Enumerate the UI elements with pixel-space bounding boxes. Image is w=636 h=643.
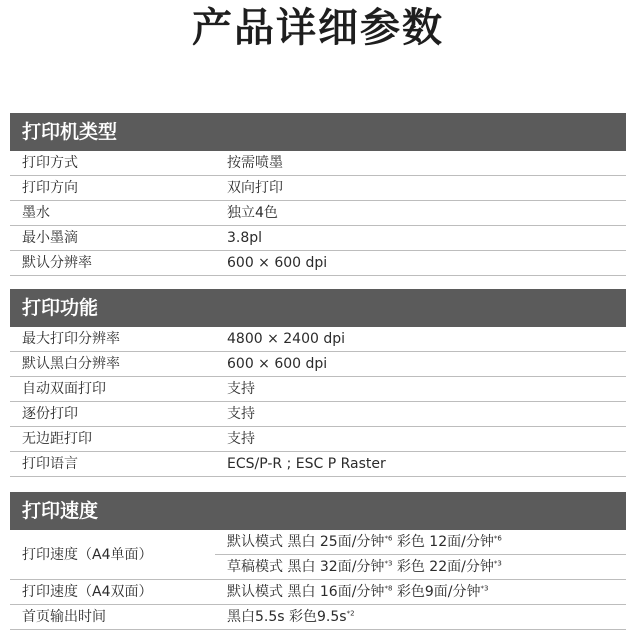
spec-row — [10, 580, 626, 605]
speed-text: 黑白5.5s 彩色9.5s — [227, 609, 347, 625]
spec-row — [10, 251, 626, 276]
spec-label: 自动双面打印 — [22, 381, 106, 397]
spec-row — [10, 427, 626, 452]
speed-line — [227, 555, 502, 579]
speed-text: 彩色 22面/分钟 — [392, 559, 494, 575]
spec-value — [227, 580, 488, 605]
spec-label: 无边距打印 — [22, 431, 92, 447]
spec-value: 支持 — [227, 431, 255, 447]
speed-line — [227, 530, 502, 554]
spec-label: 默认黑白分辨率 — [22, 356, 120, 372]
spec-value: 600 × 600 dpi — [227, 255, 328, 271]
section-header: 打印机类型 — [10, 113, 626, 151]
spec-value: 独立4色 — [227, 205, 278, 221]
speed-text: 草稿模式 黑白 32面/分钟 — [227, 559, 385, 575]
spec-value: 支持 — [227, 381, 255, 397]
spec-label: 打印速度（A4双面） — [22, 584, 153, 600]
speed-text: 彩色9面/分钟 — [392, 584, 481, 600]
spec-row — [10, 402, 626, 427]
speed-text: 默认模式 黑白 16面/分钟 — [227, 584, 385, 600]
speed-text: 默认模式 黑白 25面/分钟 — [227, 534, 385, 550]
footnote-marker: *6 — [493, 534, 502, 543]
spec-label: 默认分辨率 — [22, 255, 92, 271]
spec-row — [10, 327, 626, 352]
footnote-marker: *8 — [384, 584, 393, 593]
spec-value: 600 × 600 dpi — [227, 356, 328, 372]
spec-label: 打印方向 — [22, 180, 78, 196]
spec-value: 支持 — [227, 406, 255, 422]
spec-value: 3.8pl — [227, 230, 263, 246]
spec-row — [10, 176, 626, 201]
spec-row — [10, 530, 626, 580]
spec-label: 最大打印分辨率 — [22, 331, 120, 347]
spec-row — [10, 226, 626, 251]
section-header: 打印速度 — [10, 492, 626, 530]
spec-row — [10, 352, 626, 377]
spec-value: 按需喷墨 — [227, 155, 283, 171]
spec-label: 墨水 — [22, 205, 50, 221]
spec-row — [10, 377, 626, 402]
spec-label: 打印方式 — [22, 155, 78, 171]
spec-row — [10, 151, 626, 176]
spec-label: 首页输出时间 — [22, 609, 106, 625]
spec-value: ECS/P-R ; ESC P Raster — [227, 456, 386, 472]
section-print-features — [10, 289, 626, 477]
page-title: 产品详细参数 — [192, 5, 444, 51]
footnote-marker: *2 — [346, 609, 355, 618]
footnote-marker: *3 — [493, 559, 502, 568]
section-header: 打印功能 — [10, 289, 626, 327]
section-print-speed — [10, 492, 626, 630]
footnote-marker: *3 — [480, 584, 489, 593]
spec-row — [10, 201, 626, 226]
spec-value: 双向打印 — [227, 180, 283, 196]
spec-row — [10, 452, 626, 477]
spec-row — [10, 605, 626, 630]
speed-text: 彩色 12面/分钟 — [392, 534, 494, 550]
spec-value: 4800 × 2400 dpi — [227, 331, 346, 347]
footnote-marker: *3 — [384, 559, 393, 568]
spec-value — [227, 605, 355, 630]
spec-label: 打印速度（A4单面） — [22, 547, 153, 563]
footnote-marker: *6 — [384, 534, 393, 543]
section-printer-type — [10, 113, 626, 276]
spec-label: 打印语言 — [22, 456, 78, 472]
spec-label: 逐份打印 — [22, 406, 78, 422]
spec-label: 最小墨滴 — [22, 230, 78, 246]
